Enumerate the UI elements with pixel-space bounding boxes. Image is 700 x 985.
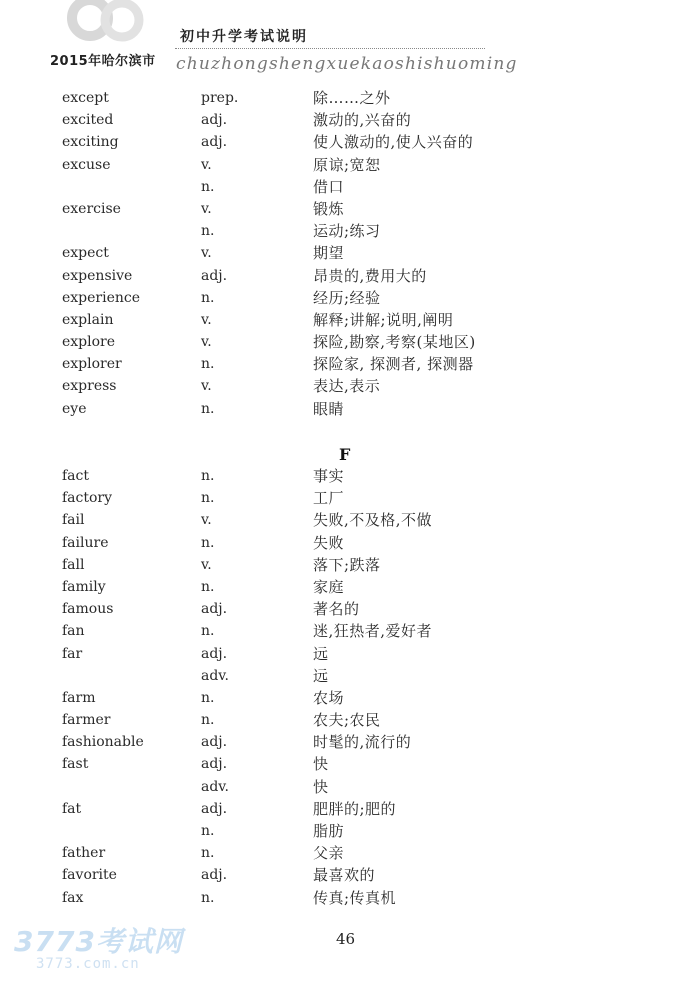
- entry-word: exercise: [62, 200, 121, 217]
- entry-word: farmer: [62, 712, 111, 729]
- entry-definition: 借口: [313, 177, 345, 196]
- entry-definition: 著名的: [313, 600, 360, 619]
- vocab-entry: [0, 620, 700, 642]
- entry-pos: v.: [201, 200, 212, 217]
- entry-definition: 时髦的,流行的: [313, 733, 412, 752]
- entry-pos: v.: [201, 245, 212, 262]
- entry-pos: adj.: [201, 645, 228, 662]
- entry-definition: 工厂: [313, 489, 345, 508]
- entry-pos: adj.: [201, 267, 228, 284]
- entry-word: excited: [62, 112, 114, 129]
- entry-definition: 农场: [313, 688, 345, 707]
- entry-definition: 快: [313, 755, 329, 774]
- entry-definition: 父亲: [313, 844, 345, 863]
- entry-word: fast: [62, 756, 89, 773]
- entry-pos: n.: [201, 534, 215, 551]
- entry-word: eye: [62, 400, 87, 417]
- entry-definition: 失败,不及格,不做: [313, 511, 433, 530]
- entry-pos: n.: [201, 178, 215, 195]
- entry-definition: 最喜欢的: [313, 866, 376, 885]
- entry-word: fact: [62, 468, 89, 484]
- vocab-entry: [0, 353, 700, 375]
- vocab-entry: [0, 309, 700, 331]
- entry-definition: 肥胖的;肥的: [313, 799, 397, 818]
- entry-word: explore: [62, 334, 116, 351]
- vocab-entry: [0, 753, 700, 775]
- entry-pos: n.: [201, 223, 215, 240]
- entry-pos: n.: [201, 289, 215, 306]
- entry-word: farm: [62, 689, 96, 706]
- entry-definition: 使人激动的,使人兴奋的: [313, 133, 474, 152]
- pinyin-subtitle: chuzhongshengxuekaoshishuoming: [176, 54, 518, 74]
- entry-pos: adj.: [201, 800, 228, 817]
- entry-pos: v.: [201, 334, 212, 351]
- entry-definition: 运动;练习: [313, 222, 381, 241]
- entry-definition: 脂肪: [313, 822, 345, 840]
- entry-definition: 除……之外: [313, 89, 391, 107]
- entry-definition: 表达,表示: [313, 377, 381, 396]
- vocab-entry: [0, 731, 700, 753]
- entry-pos: adj.: [201, 756, 228, 773]
- entry-definition: 眼睛: [313, 399, 345, 418]
- entry-pos: n.: [201, 845, 215, 862]
- vocab-entry: [0, 154, 700, 176]
- entry-pos: n.: [201, 623, 215, 640]
- entry-word: failure: [62, 534, 109, 551]
- vocab-entry: [0, 820, 700, 842]
- entry-word: fan: [62, 623, 85, 640]
- entry-word: expect: [62, 245, 109, 262]
- vocab-list-f: [0, 465, 700, 909]
- watermark-url: 3773.com.cn: [36, 956, 140, 972]
- entry-pos: n.: [201, 578, 215, 595]
- vocab-entry: [0, 643, 700, 665]
- entry-word: famous: [62, 601, 114, 618]
- entry-pos: n.: [201, 400, 215, 417]
- vocab-entry: [0, 287, 700, 309]
- section-letter-heading: F: [339, 445, 351, 464]
- watermark-logo: 3773考试网: [14, 925, 183, 958]
- entry-pos: adj.: [201, 601, 228, 618]
- vocab-entry: [0, 331, 700, 353]
- entry-word: except: [62, 90, 109, 106]
- entry-word: father: [62, 845, 106, 862]
- entry-word: fax: [62, 889, 84, 906]
- entry-word: explorer: [62, 356, 122, 373]
- entry-word: expensive: [62, 267, 133, 284]
- entry-pos: adj.: [201, 867, 228, 884]
- header-divider: [175, 48, 485, 49]
- vocab-entry: [0, 532, 700, 554]
- entry-word: express: [62, 378, 117, 395]
- entry-pos: v.: [201, 156, 212, 173]
- entry-definition: 家庭: [313, 577, 345, 596]
- vocab-entry: [0, 864, 700, 886]
- entry-pos: v.: [201, 512, 212, 529]
- entry-pos: v.: [201, 556, 212, 573]
- entry-pos: v.: [201, 311, 212, 328]
- entry-pos: n.: [201, 468, 215, 484]
- vocab-entry: [0, 776, 700, 798]
- entry-pos: adj.: [201, 134, 228, 151]
- entry-definition: 探险家, 探测者, 探测器: [313, 355, 474, 374]
- vocab-entry: [0, 798, 700, 820]
- entry-definition: 传真;传真机: [313, 888, 397, 907]
- vocab-entry: [0, 109, 700, 131]
- vocab-entry: [0, 665, 700, 687]
- vocab-entry: [0, 220, 700, 242]
- year-city-label: 2015年哈尔滨市: [50, 54, 156, 69]
- entry-pos: n.: [201, 889, 215, 906]
- entry-definition: 探险,勘察,考察(某地区): [313, 333, 476, 352]
- entry-word: fashionable: [62, 734, 144, 751]
- entry-definition: 激动的,兴奋的: [313, 111, 412, 130]
- vocab-entry: [0, 242, 700, 264]
- vocab-entry: [0, 842, 700, 864]
- vocab-entry: [0, 176, 700, 198]
- vocab-entry: [0, 87, 700, 109]
- entry-definition: 迷,狂热者,爱好者: [313, 622, 433, 641]
- vocab-entry: [0, 465, 700, 487]
- book-title: 初中升学考试说明: [180, 29, 308, 45]
- entry-definition: 事实: [313, 467, 345, 485]
- entry-definition: 远: [313, 666, 329, 685]
- entry-word: experience: [62, 289, 141, 306]
- vocab-entry: [0, 687, 700, 709]
- vocab-entry: [0, 709, 700, 731]
- vocab-entry: [0, 576, 700, 598]
- page-header: [0, 0, 700, 85]
- entry-definition: 远: [313, 644, 329, 663]
- entry-pos: prep.: [201, 90, 239, 106]
- entry-pos: n.: [201, 490, 215, 507]
- entry-definition: 经历;经验: [313, 288, 381, 307]
- vocab-entry: [0, 487, 700, 509]
- entry-pos: adv.: [201, 778, 230, 795]
- entry-pos: adj.: [201, 112, 228, 129]
- entry-pos: adj.: [201, 734, 228, 751]
- vocab-entry: [0, 398, 700, 420]
- entry-word: fat: [62, 800, 82, 817]
- entry-pos: n.: [201, 712, 215, 729]
- entry-definition: 昂贵的,费用大的: [313, 266, 427, 285]
- entry-definition: 快: [313, 777, 329, 796]
- vocab-entry: [0, 131, 700, 153]
- entry-word: factory: [62, 490, 113, 507]
- entry-word: fall: [62, 556, 85, 573]
- entry-definition: 落下;跌落: [313, 555, 381, 574]
- entry-word: exciting: [62, 134, 119, 151]
- vocab-entry: [0, 198, 700, 220]
- entry-pos: adv.: [201, 667, 230, 684]
- vocab-entry: [0, 598, 700, 620]
- vocab-entry: [0, 554, 700, 576]
- entry-definition: 失败: [313, 533, 345, 552]
- entry-word: favorite: [62, 867, 117, 884]
- entry-definition: 期望: [313, 244, 345, 263]
- entry-word: far: [62, 645, 83, 662]
- entry-pos: n.: [201, 823, 215, 839]
- vocab-entry: [0, 375, 700, 397]
- entry-word: fail: [62, 512, 85, 529]
- entry-pos: n.: [201, 356, 215, 373]
- entry-definition: 解释;讲解;说明,阐明: [313, 310, 454, 329]
- entry-definition: 农夫;农民: [313, 711, 381, 730]
- vocab-entry: [0, 887, 700, 909]
- entry-word: excuse: [62, 156, 111, 173]
- entry-definition: 锻炼: [313, 199, 345, 218]
- entry-pos: v.: [201, 378, 212, 395]
- vocab-entry: [0, 265, 700, 287]
- entry-definition: 原谅;宽恕: [313, 155, 381, 174]
- vocab-entry: [0, 509, 700, 531]
- page-number: 46: [336, 930, 356, 948]
- vocab-list-e: [0, 87, 700, 420]
- entry-word: family: [62, 578, 106, 595]
- entry-word: explain: [62, 311, 114, 328]
- entry-pos: n.: [201, 689, 215, 706]
